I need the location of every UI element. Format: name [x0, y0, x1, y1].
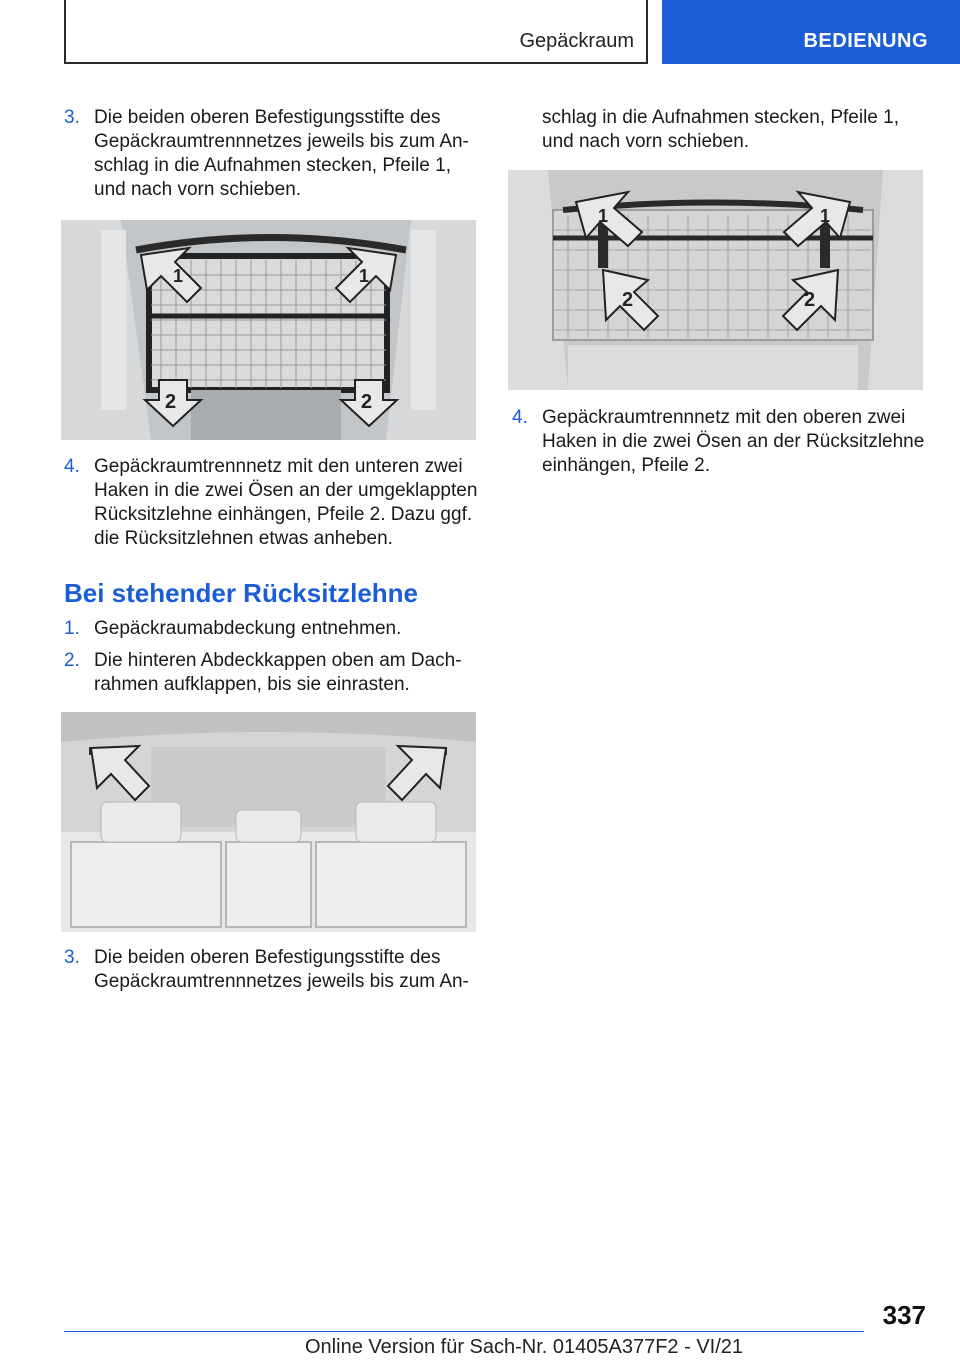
step-text-line: Gepäckraumtrennnetz mit den unteren zwei — [94, 456, 463, 477]
step-text-line: rahmen aufklappen, bis sie einrasten. — [94, 674, 410, 695]
left-column — [64, 106, 479, 202]
chapter-tab-label: BEDIENUNG — [803, 30, 928, 52]
step-number: 3. — [64, 107, 80, 128]
arrow-label: 2 — [361, 391, 373, 413]
step-text-line: schlag in die Aufnahmen stecken, Pfeile 1, — [94, 155, 452, 176]
page-number: 337 — [882, 1300, 926, 1330]
step-text-line: einhängen, Pfeile 2. — [542, 455, 710, 476]
step-number: 2. — [64, 650, 80, 671]
step-text-line: Haken in die zwei Ösen an der umgeklappten — [94, 480, 478, 501]
step-text-line: Gepäckraumtrennnetzes jeweils bis zum An- — [94, 131, 469, 152]
step-3-bottom — [64, 946, 479, 994]
text-line: und nach vorn schieben. — [542, 131, 750, 152]
step-text-line: Haken in die zwei Ösen an der Rücksitzlehne — [542, 431, 925, 452]
left-column-steps-1-2 — [64, 617, 479, 697]
section-title: Gepäckraum — [519, 30, 634, 52]
step-4-left — [64, 455, 479, 551]
step-1 — [64, 617, 479, 641]
step-text-line: Rücksitzlehne einhängen, Pfeile 2. Dazu ggf. — [94, 504, 473, 525]
step-2 — [64, 649, 479, 697]
right-column-step4 — [512, 406, 932, 478]
step-text-line: Gepäckraumabdeckung entnehmen. — [94, 618, 402, 639]
left-column-step3-bottom — [64, 946, 479, 994]
step-3-top — [64, 106, 479, 202]
step-text-line: und nach vorn schieben. — [94, 179, 302, 200]
arrow-label: 1 — [598, 206, 609, 226]
step-number: 1. — [64, 618, 80, 639]
figure-net-upper-hooks — [508, 170, 923, 390]
arrow-label: 1 — [820, 206, 831, 226]
footer-divider — [64, 1331, 864, 1332]
step-text-line: Gepäckraumtrennnetzes jeweils bis zum An- — [94, 971, 469, 992]
step-text-line: Die hinteren Abdeckkappen oben am Dach- — [94, 650, 462, 671]
arrow-label: 1 — [173, 266, 184, 286]
step-number: 4. — [64, 456, 80, 477]
figure-net-lower-hooks — [61, 220, 476, 440]
step-number: 4. — [512, 407, 528, 428]
step-text-line: Die beiden oberen Befestigungsstifte des — [94, 107, 441, 128]
arrow-label: 2 — [622, 289, 634, 311]
text-line: schlag in die Aufnahmen stecken, Pfeile 1, — [542, 107, 900, 128]
section-heading: Bei stehender Rücksitzlehne — [64, 578, 418, 608]
step-number: 3. — [64, 947, 80, 968]
figure-cover-caps — [61, 712, 476, 932]
step-text-line: Gepäckraumtrennnetz mit den oberen zwei — [542, 407, 906, 428]
step-text-line: Die beiden oberen Befestigungsstifte des — [94, 947, 441, 968]
continuation-text — [512, 106, 932, 154]
arrow-label: 2 — [804, 289, 816, 311]
arrow-label: 1 — [359, 266, 370, 286]
chapter-tab[interactable] — [662, 0, 960, 64]
arrow-label: 2 — [165, 391, 177, 413]
header-box — [64, 0, 648, 64]
left-column-step4 — [64, 455, 479, 551]
online-version-note: Online Version für Sach-Nr. 01405A377F2 - VI/21 — [305, 1336, 744, 1358]
step-4-right — [512, 406, 932, 478]
step-text-line: die Rücksitzlehnen etwas anheben. — [94, 528, 393, 549]
right-column — [512, 106, 932, 154]
